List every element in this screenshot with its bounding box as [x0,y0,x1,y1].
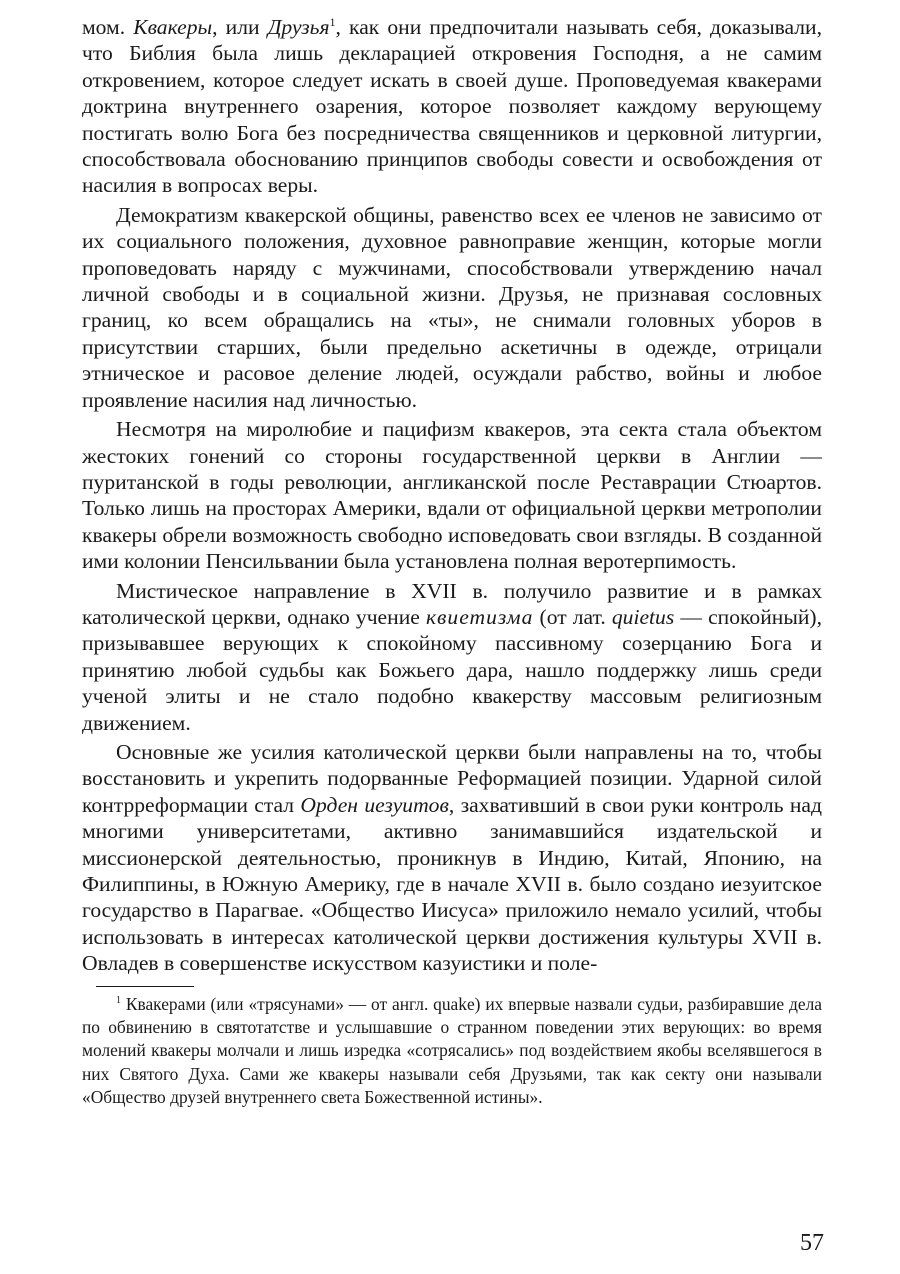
main-text [82,14,822,977]
term-quietism: квиетизма [425,604,534,629]
text-run: мом. [82,15,134,39]
term-quietus: quietus [611,604,675,629]
paragraph [82,416,822,574]
paragraph [82,202,822,413]
paragraph [82,578,822,736]
paragraph [82,739,822,977]
term-quakers: Квакеры [133,15,213,39]
paragraph [82,14,822,199]
term-jesuit-order: Орден иезуитов [300,792,449,817]
book-page [82,14,822,1110]
footnote-marker: 1 [116,994,121,1006]
text-run: , захвативший в свои руки контроль над многими университетами, активно занимавшийся издательской и миссионерской деятельностью, проникнув в Индию, Китай, Японию, на Филиппины, в Южную Америку, где в начале XVII в. было создано иезуитское государство в Парагвае. «Общество Иисуса» приложило немало усилий, чтобы использовать в интересах католической церкви достижения культуры XVII в. Овладев в совершенстве искусством казуистики и поле- [82,792,822,976]
footnote [82,993,822,1110]
text-run: , как они предпочитали называть себя, доказывали, что Библия была лишь декларацией откровения Господня, а не самим откровением, которое следует искать в своей душе. Проповедуемая квакерами доктрина внутреннего озарения, которое позволяет каждому верующему постигать волю Бога без посредничества священников и церковной литургии, способствовала обоснованию принципов свободы совести и освобождения от насилия в вопросах веры. [82,15,822,198]
footnote-divider [96,986,194,987]
footnote-reference: 1 [329,15,336,29]
text-run: Демократизм квакерской общины, равенство всех ее членов не зависимо от их социального положения, духовное равноправие женщин, которые могли проповедовать наряду с мужчинами, способствовали утверждению начал личной свободы и в социальной жизни. Друзья, не признавая сословных границ, ко всем обращались на «ты», не снимали головных уборов в присутствии старших, были предельно аскетичны в одежде, отрицали этническое и расовое деление людей, осуждали рабство, войны и любое проявление насилия над личностью. [82,202,822,412]
text-run: (от лат. [533,604,612,629]
text-run: Основные же усилия католической церкви были направлены на то, чтобы восстановить и укрепить подорванные Реформацией позиции. Ударной силой контрреформации стал [82,739,822,817]
term-friends: Друзья [267,15,330,39]
text-run: , или [212,15,268,39]
text-run: Несмотря на миролюбие и пацифизм квакеров, эта секта стала объектом жестоких гонений со стороны государственной церкви в Англии — пуританской в годы революции, англиканской после Реставрации Стюартов. Только лишь на просторах Америки, вдали от официальной церкви метрополии квакеры обрели возможность свободно исповедовать свои взгляды. В созданной ими колонии Пенсильвании была установлена полная веротерпимость. [82,417,822,574]
text-run: — спокойный), призывавшее верующих к спокойному пассивному созерцанию Бога и принятию любой судьбы как Божьего дара, нашло поддержку лишь среди ученой элиты и не стало подобно квакерству массовым религиозным движением. [82,604,822,735]
footnote-text: Квакерами (или «трясунами» — от англ. quake) их впервые назвали судьи, разбиравшие дела по обвинению в святотатстве и услышавшие о странном поведении этих верующих: во время молений квакеры молчали и лишь изредка «сотрясались» под воздействием якобы вселявшегося в них Святого Духа. Сами же квакеры называли себя Друзьями, так как секту они называли «Общество друзей внутреннего света Божественной истины». [82,993,822,1108]
text-run: Мистическое направление в XVII в. получило развитие и в рамках католической церкви, однако учение [82,578,822,629]
page-number: 57 [800,1230,824,1256]
